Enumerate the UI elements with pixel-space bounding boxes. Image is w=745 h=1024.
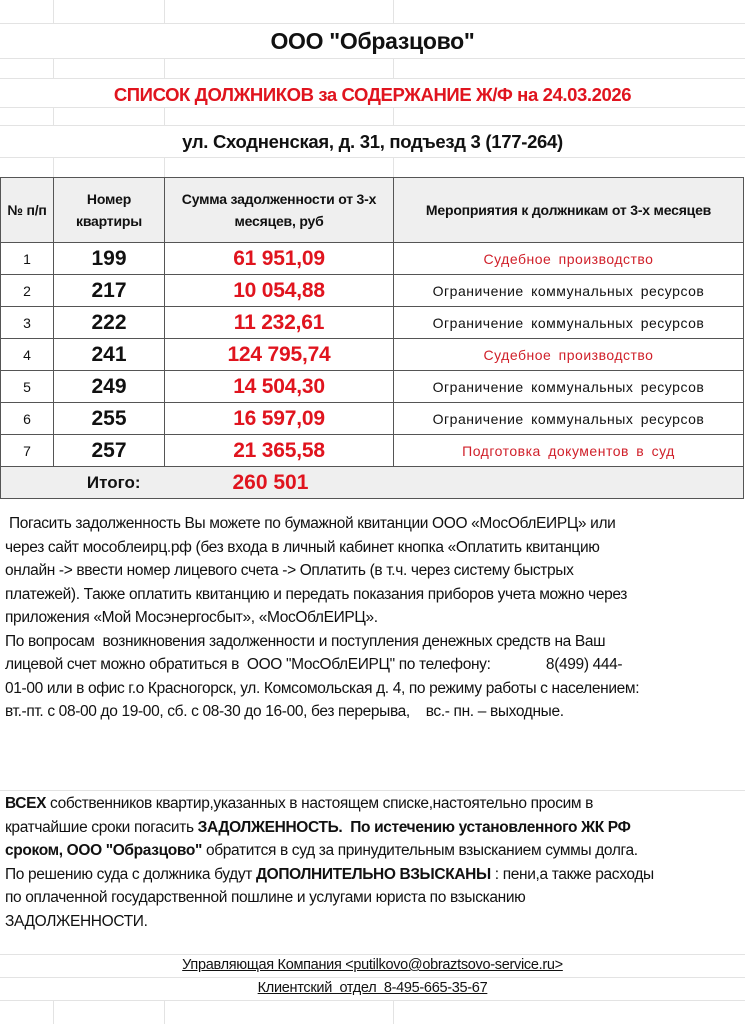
warning-line (5, 816, 743, 840)
gridline (393, 158, 394, 177)
warning-line (5, 839, 743, 863)
company-title: ООО "Образцово" (270, 28, 475, 54)
table-row (1, 403, 744, 435)
warning-line (5, 792, 743, 816)
gridline (393, 0, 394, 24)
payment-info-line: через сайт мособлеирц.рф (без входа в личный кабинет кнопка «Оплатить квитанцию (5, 538, 600, 556)
table-header-row (1, 178, 744, 243)
debt-action: Подготовка документов в суд (394, 435, 744, 467)
table-row (1, 435, 744, 467)
total-row (1, 467, 744, 499)
gridline (164, 108, 165, 126)
payment-info-line: платежей). Также оплатить квитанцию и передать показания приборов учета можно через (5, 585, 628, 603)
debt-action: Ограничение коммунальных ресурсов (394, 371, 744, 403)
debt-amount: 21 365,58 (165, 435, 394, 467)
gridline (164, 158, 165, 177)
debt-action: Судебное производство (394, 339, 744, 371)
apartment-number: 199 (54, 243, 165, 275)
warning-text: кратчайшие сроки погасить (5, 818, 198, 836)
debt-action: Ограничение коммунальных ресурсов (394, 307, 744, 339)
client-department-phone[interactable]: Клиентский отдел 8-495-665-35-67 (257, 980, 488, 996)
column-header-index: № п/п (1, 178, 54, 243)
apartment-number: 257 (54, 435, 165, 467)
warning-emphasis: ЗАДОЛЖЕННОСТЬ. По истечению установленного ЖК РФ (197, 818, 631, 836)
debt-amount: 124 795,74 (165, 339, 394, 371)
gridline (53, 1001, 54, 1024)
debt-action: Судебное производство (394, 243, 744, 275)
apartment-number: 217 (54, 275, 165, 307)
gridline (0, 954, 745, 955)
gridline (53, 59, 54, 79)
gridline (53, 158, 54, 177)
warning-emphasis: ДОПОЛНИТЕЛЬНО ВЗЫСКАНЫ (255, 865, 491, 883)
warning-line: ЗАДОЛЖЕННОСТИ. (5, 912, 148, 930)
warning-text: : пени,а также расходы (490, 865, 654, 883)
debt-action: Ограничение коммунальных ресурсов (394, 275, 744, 307)
warning-emphasis: ВСЕХ (5, 795, 47, 812)
apartment-number: 255 (54, 403, 165, 435)
debt-amount: 61 951,09 (165, 243, 394, 275)
table-row (1, 371, 744, 403)
debt-amount: 16 597,09 (165, 403, 394, 435)
total-empty-cell (394, 467, 744, 499)
gridline (393, 1001, 394, 1024)
gridline (0, 977, 745, 978)
payment-info (5, 512, 743, 724)
payment-info-line: Погасить задолженность Вы можете по бумажной квитанции ООО «МосОблЕИРЦ» или (5, 515, 616, 532)
column-header-amount: Сумма задолженности от 3-х месяцев, руб (165, 178, 394, 243)
table-row (1, 275, 744, 307)
apartment-number: 222 (54, 307, 165, 339)
debt-amount: 14 504,30 (165, 371, 394, 403)
debt-action: Ограничение коммунальных ресурсов (394, 403, 744, 435)
gridline (0, 0, 745, 24)
gridline (393, 108, 394, 126)
debtors-list-title: СПИСОК ДОЛЖНИКОВ за СОДЕРЖАНИЕ Ж/Ф на 24.03.2026 (113, 84, 632, 105)
payment-info-line: онлайн -> ввести номер лицевого счета -> Оплатить (в т.ч. через систему быстрых (5, 562, 574, 579)
table-row (1, 307, 744, 339)
row-index: 7 (1, 435, 54, 467)
building-address: ул. Сходненская, д. 31, подъезд 3 (177-264) (182, 131, 563, 152)
row-index: 2 (1, 275, 54, 307)
payment-info-line: 01-00 или в офис г.о Красногорск, ул. Комсомольская д. 4, по режиму работы с населением: (5, 679, 640, 697)
gridline (0, 108, 745, 126)
gridline (164, 0, 165, 24)
row-index: 1 (1, 243, 54, 275)
gridline (164, 59, 165, 79)
warning-text: собственников квартир,указанных в настоящем списке,настоятельно просим в (46, 795, 594, 812)
row-index: 4 (1, 339, 54, 371)
payment-info-line: лицевой счет можно обратиться в ООО "МосОблЕИРЦ" по телефону: 8(499) 444- (5, 656, 623, 673)
debt-amount: 11 232,61 (165, 307, 394, 339)
column-header-action: Мероприятия к должникам от 3-х месяцев (394, 178, 744, 243)
warning-line (5, 863, 743, 887)
payment-info-line: По вопросам возникновения задолженности и поступления денежных средств на Ваш (5, 632, 606, 650)
gridline (164, 1001, 165, 1024)
gridline (53, 108, 54, 126)
apartment-number: 241 (54, 339, 165, 371)
payment-info-line: вт.-пт. с 08-00 до 19-00, сб. с 08-30 до 16-00, без перерыва, вс.- пн. – выходные. (5, 703, 564, 720)
debtors-table (0, 177, 744, 499)
gridline (0, 1000, 745, 1001)
gridline (0, 790, 745, 791)
row-index: 3 (1, 307, 54, 339)
payment-info-line: приложения «Мой Мосэнергосбыт», «МосОблЕИРЦ». (5, 609, 378, 626)
warning-emphasis: сроком, ООО "Образцово" (5, 842, 202, 859)
total-value: 260 501 (165, 467, 394, 499)
debt-amount: 10 054,88 (165, 275, 394, 307)
gridline (53, 0, 54, 24)
management-company-email-link[interactable]: Управляющая Компания <putilkovo@obraztsovo-service.ru> (182, 957, 563, 973)
row-index: 5 (1, 371, 54, 403)
debt-warning (5, 792, 743, 933)
warning-text: По решению суда с должника будут (5, 865, 256, 883)
gridline (0, 59, 745, 79)
total-label: Итого: (1, 467, 165, 499)
table-row (1, 243, 744, 275)
warning-text: обратится в суд за принудительным взысканием суммы долга. (201, 842, 638, 859)
row-index: 6 (1, 403, 54, 435)
column-header-apartment: Номер квартиры (54, 178, 165, 243)
apartment-number: 249 (54, 371, 165, 403)
gridline (393, 59, 394, 79)
table-row (1, 339, 744, 371)
warning-line: по оплаченной государственной пошлине и услугами юриста по взысканию (5, 889, 526, 906)
